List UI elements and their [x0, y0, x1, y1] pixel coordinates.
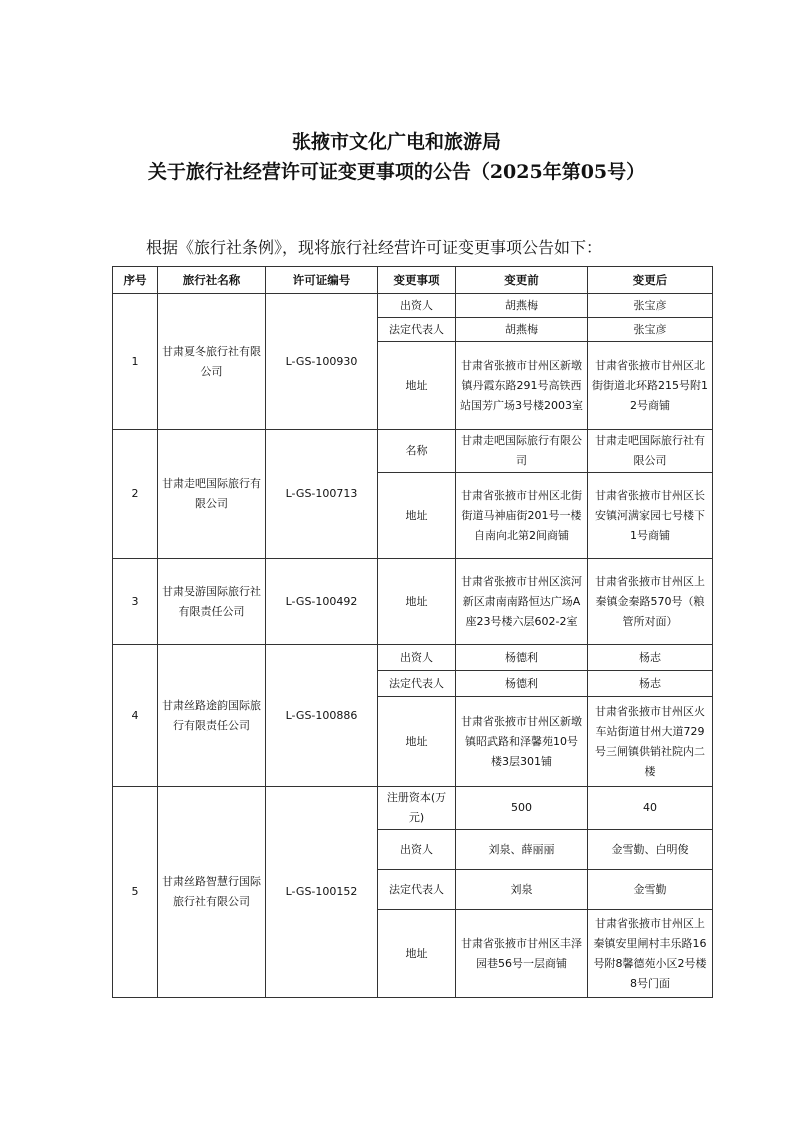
- before-value: 甘肃省张掖市甘州区新墩镇丹霞东路291号高铁西站国芳广场3号楼2003室: [456, 342, 588, 430]
- before-value: 500: [456, 787, 588, 830]
- table-row: [113, 787, 713, 830]
- before-value: 胡燕梅: [456, 294, 588, 318]
- col-header-after: 变更后: [588, 267, 713, 294]
- after-value: 40: [588, 787, 713, 830]
- before-value: 刘泉、薛丽丽: [456, 830, 588, 870]
- row-number: 3: [113, 559, 158, 645]
- license-number: L-GS-100930: [266, 294, 378, 430]
- row-number: 5: [113, 787, 158, 998]
- after-value: 甘肃走吧国际旅行社有限公司: [588, 430, 713, 473]
- after-value: 张宝彦: [588, 318, 713, 342]
- before-value: 甘肃省张掖市甘州区新墩镇昭武路和泽馨苑10号楼3层301铺: [456, 697, 588, 787]
- row-number: 1: [113, 294, 158, 430]
- change-item: 地址: [378, 697, 456, 787]
- license-number: L-GS-100713: [266, 430, 378, 559]
- after-value: 甘肃省张掖市甘州区火车站街道甘州大道729号三闸镇供销社院内二楼: [588, 697, 713, 787]
- change-table: [112, 266, 713, 998]
- before-value: 胡燕梅: [456, 318, 588, 342]
- change-item: 地址: [378, 910, 456, 998]
- after-value: 甘肃省张掖市甘州区长安镇河满家园七号楼下1号商铺: [588, 473, 713, 559]
- after-value: 张宝彦: [588, 294, 713, 318]
- after-value: 甘肃省张掖市甘州区上秦镇安里闸村丰乐路16号附8馨德苑小区2号楼8号门面: [588, 910, 713, 998]
- table-row: [113, 559, 713, 645]
- change-item: 法定代表人: [378, 318, 456, 342]
- after-value: 甘肃省张掖市甘州区上秦镇金秦路570号（粮管所对面）: [588, 559, 713, 645]
- before-value: 甘肃走吧国际旅行有限公司: [456, 430, 588, 473]
- row-number: 4: [113, 645, 158, 787]
- table-header-row: [113, 267, 713, 294]
- change-item: 名称: [378, 430, 456, 473]
- notice-title-line2: 关于旅行社经营许可证变更事项的公告（2025年第05号）: [147, 161, 646, 183]
- change-item: 法定代表人: [378, 671, 456, 697]
- license-number: L-GS-100152: [266, 787, 378, 998]
- after-value: 杨志: [588, 671, 713, 697]
- table-row: [113, 430, 713, 473]
- col-header-name: 旅行社名称: [158, 267, 266, 294]
- change-item: 地址: [378, 559, 456, 645]
- after-value: 金雪勤、白明俊: [588, 830, 713, 870]
- intro-paragraph: 根据《旅行社条例》，现将旅行社经营许可证变更事项公告如下：: [146, 238, 603, 257]
- after-value: 甘肃省张掖市甘州区北街街道北环路215号附12号商铺: [588, 342, 713, 430]
- col-header-license: 许可证编号: [266, 267, 378, 294]
- agency-name: 甘肃丝路智慧行国际旅行社有限公司: [158, 787, 266, 998]
- after-value: 金雪勤: [588, 870, 713, 910]
- before-value: 甘肃省张掖市甘州区丰泽园巷56号一层商铺: [456, 910, 588, 998]
- before-value: 杨德利: [456, 645, 588, 671]
- license-number: L-GS-100886: [266, 645, 378, 787]
- agency-name: 甘肃夏冬旅行社有限公司: [158, 294, 266, 430]
- col-header-before: 变更前: [456, 267, 588, 294]
- col-header-item: 变更事项: [378, 267, 456, 294]
- agency-name: 甘肃走吧国际旅行有限公司: [158, 430, 266, 559]
- agency-name: 甘肃丝路途韵国际旅行有限责任公司: [158, 645, 266, 787]
- change-item: 注册资本(万元): [378, 787, 456, 830]
- col-header-no: 序号: [113, 267, 158, 294]
- before-value: 杨德利: [456, 671, 588, 697]
- after-value: 杨志: [588, 645, 713, 671]
- agency-name: 甘肃旻游国际旅行社有限责任公司: [158, 559, 266, 645]
- before-value: 刘泉: [456, 870, 588, 910]
- row-number: 2: [113, 430, 158, 559]
- table-row: [113, 645, 713, 671]
- change-item: 法定代表人: [378, 870, 456, 910]
- change-item: 出资人: [378, 830, 456, 870]
- notice-title-line1: 张掖市文化广电和旅游局: [291, 131, 501, 153]
- change-item: 地址: [378, 473, 456, 559]
- before-value: 甘肃省张掖市甘州区北街街道马神庙街201号一楼自南向北第2间商铺: [456, 473, 588, 559]
- change-item: 地址: [378, 342, 456, 430]
- before-value: 甘肃省张掖市甘州区滨河新区肃南南路恒达广场A座23号楼六层602-2室: [456, 559, 588, 645]
- change-item: 出资人: [378, 294, 456, 318]
- table-row: [113, 294, 713, 318]
- license-number: L-GS-100492: [266, 559, 378, 645]
- change-item: 出资人: [378, 645, 456, 671]
